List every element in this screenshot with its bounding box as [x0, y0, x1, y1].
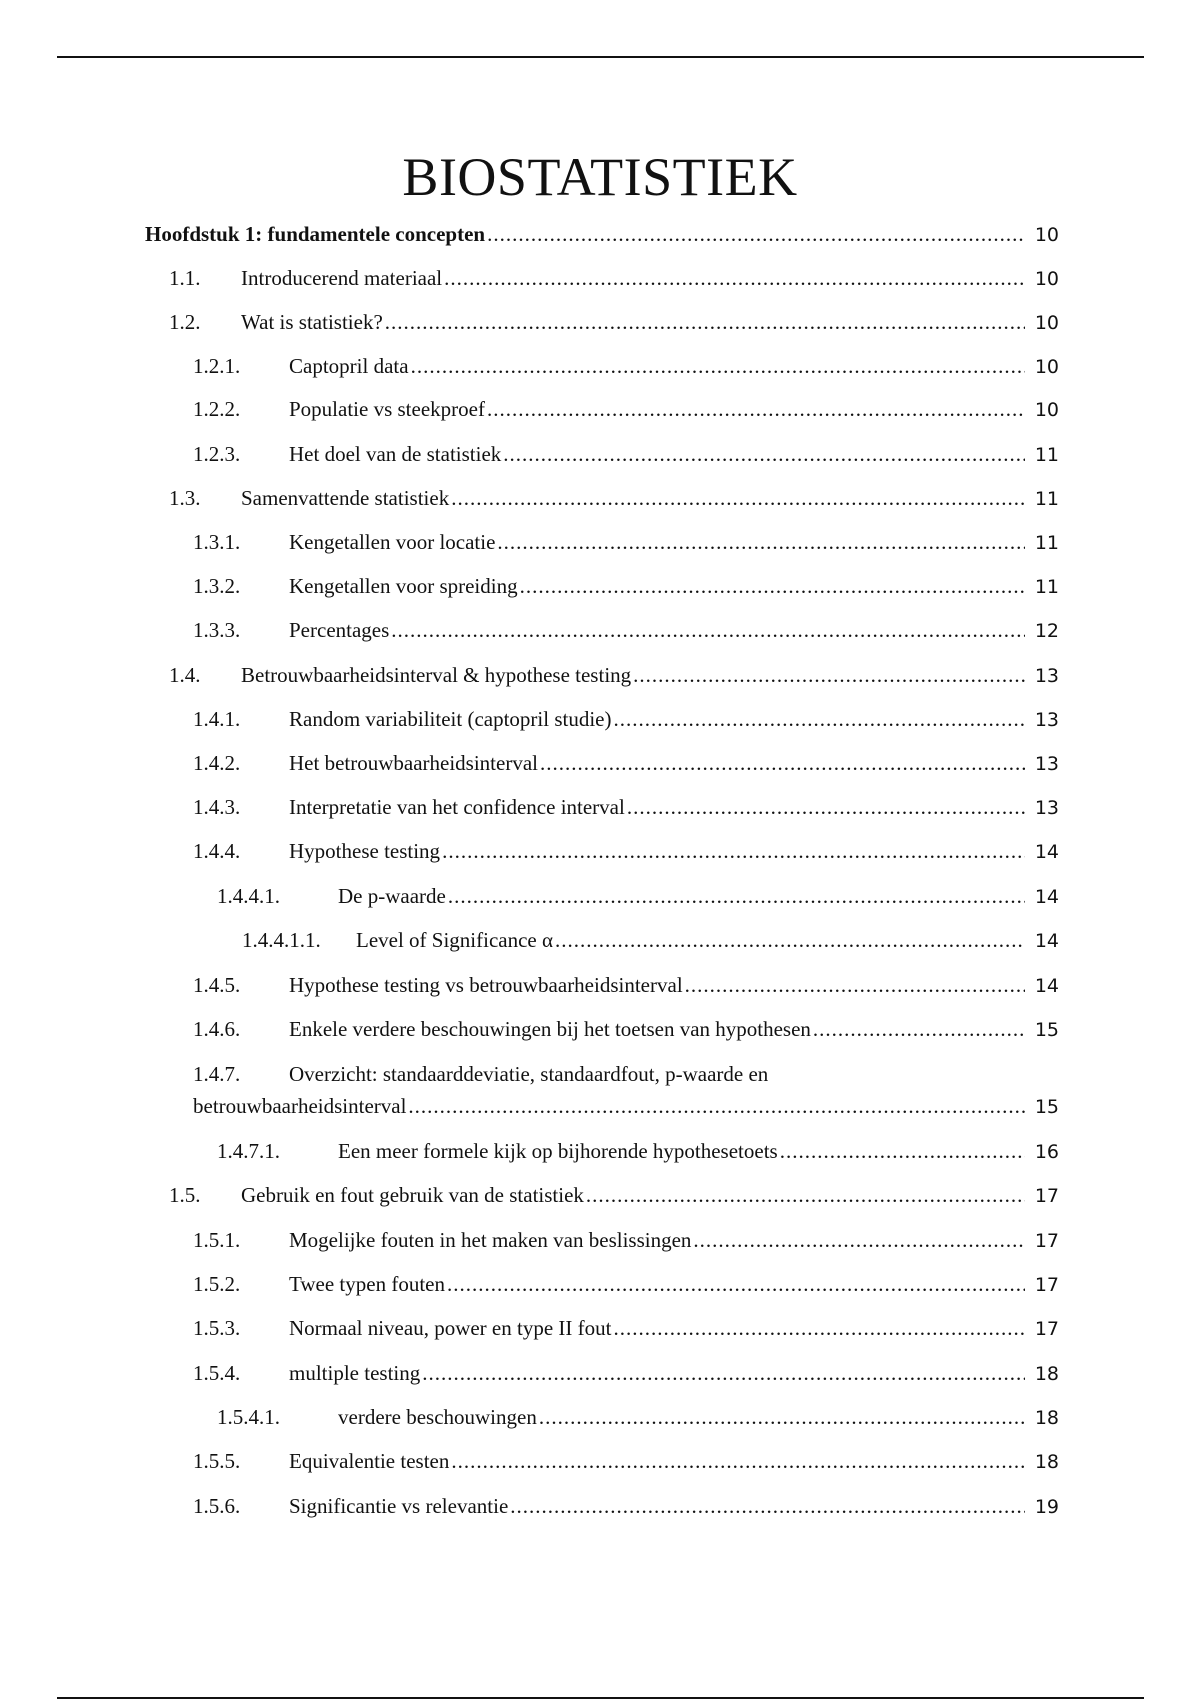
toc-entry-1-3-2[interactable]: [193, 572, 1059, 601]
toc-number: 1.3.2.: [193, 574, 241, 598]
toc-entry-1-2[interactable]: [169, 308, 1059, 337]
top-rule: [57, 56, 1144, 58]
toc-page: 13: [1034, 797, 1059, 819]
toc-entry-1-3-1[interactable]: [193, 528, 1059, 557]
toc-number: 1.5.2.: [193, 1272, 241, 1296]
toc-leader: [442, 837, 1025, 865]
toc-number: 1.4.2.: [193, 751, 241, 775]
toc-entry-1-4-7-line1[interactable]: [193, 1060, 768, 1088]
toc-number: 1.4.4.: [193, 839, 241, 863]
document-title: BIOSTATISTIEK: [402, 147, 798, 207]
toc-label: Enkele verdere beschouwingen bij het toetsen van hypothesen: [289, 1017, 811, 1041]
toc-page: 10: [1034, 399, 1059, 421]
toc-label: Gebruik en fout gebruik van de statistiek: [241, 1183, 584, 1207]
toc-page: 19: [1034, 1496, 1059, 1518]
toc-label: betrouwbaarheidsinterval: [193, 1094, 407, 1118]
toc-page: 11: [1034, 444, 1059, 466]
toc-leader: [451, 1447, 1025, 1475]
toc-number: 1.5.1.: [193, 1228, 241, 1252]
toc-label: Hoofdstuk 1: fundamentele concepten: [145, 222, 486, 246]
toc-number: 1.4.6.: [193, 1017, 241, 1041]
toc-page: 14: [1034, 975, 1059, 997]
toc-leader: [487, 395, 1025, 423]
toc-leader: [685, 971, 1025, 999]
toc-number: 1.4.5.: [193, 973, 241, 997]
toc-entry-1-4-7-line2[interactable]: [193, 1092, 1059, 1121]
toc-label: Het doel van de statistiek: [289, 442, 502, 466]
toc-label: Betrouwbaarheidsinterval & hypothese testing: [241, 663, 632, 687]
toc-leader: [813, 1015, 1025, 1043]
toc-leader: [780, 1137, 1025, 1165]
toc-entry-1-2-3[interactable]: [193, 440, 1059, 469]
toc-number: 1.4.4.1.1.: [242, 928, 321, 952]
toc-page: 13: [1034, 665, 1059, 687]
toc-number: 1.5.4.: [193, 1361, 241, 1385]
toc-entry-1-2-2[interactable]: [193, 395, 1059, 424]
toc-page: 10: [1034, 224, 1059, 246]
toc-entry-1-3-3[interactable]: [193, 616, 1059, 645]
toc-number: 1.5.: [169, 1183, 201, 1207]
toc-page: 14: [1034, 886, 1059, 908]
toc-label: Wat is statistiek?: [241, 310, 383, 334]
toc-number: 1.5.3.: [193, 1316, 241, 1340]
toc-label: Kengetallen voor spreiding: [289, 574, 518, 598]
toc-label: Mogelijke fouten in het maken van beslissingen: [289, 1228, 692, 1252]
toc-page: 15: [1034, 1096, 1059, 1118]
toc-page: 13: [1034, 709, 1059, 731]
toc-label: Een meer formele kijk op bijhorende hypothesetoets: [338, 1139, 778, 1163]
toc-leader: [614, 705, 1026, 733]
toc-page: 17: [1034, 1274, 1059, 1296]
toc-label: Captopril data: [289, 354, 409, 378]
toc-entry-1-4[interactable]: [169, 661, 1059, 690]
toc-label: Twee typen fouten: [289, 1272, 445, 1296]
toc-label: Interpretatie van het confidence interval: [289, 795, 625, 819]
toc-number: 1.2.3.: [193, 442, 241, 466]
toc-label: Normaal niveau, power en type II fout: [289, 1316, 612, 1340]
toc-page: 18: [1034, 1451, 1059, 1473]
toc-page: 13: [1034, 753, 1059, 775]
toc-leader: [411, 352, 1025, 380]
toc-entry-1-4-1[interactable]: [193, 705, 1059, 734]
toc-leader: [391, 616, 1025, 644]
toc-number: 1.4.7.1.: [217, 1139, 280, 1163]
toc-entry-1-2-1[interactable]: [193, 352, 1059, 381]
toc-number: 1.3.1.: [193, 530, 241, 554]
toc-entry-1-4-3[interactable]: [193, 793, 1059, 822]
toc-label: Hypothese testing: [289, 839, 441, 863]
toc-entry-1-4-5[interactable]: [193, 971, 1059, 1000]
toc-number: 1.5.5.: [193, 1449, 241, 1473]
toc-label: Significantie vs relevantie: [289, 1494, 509, 1518]
toc-number: 1.4.4.1.: [217, 884, 280, 908]
toc-leader: [693, 1226, 1025, 1254]
toc-number: 1.4.3.: [193, 795, 241, 819]
toc-page: 12: [1034, 620, 1059, 642]
toc-label: Random variabiliteit (captopril studie): [289, 707, 612, 731]
toc-leader: [385, 308, 1025, 336]
toc-number: 1.3.3.: [193, 618, 241, 642]
toc-page: 11: [1034, 576, 1059, 598]
toc-leader: [633, 661, 1025, 689]
toc-entry-1-5-2[interactable]: [193, 1270, 1059, 1299]
toc-leader: [586, 1181, 1025, 1209]
toc-entry-1-4-2[interactable]: [193, 749, 1059, 778]
toc-number: 1.2.1.: [193, 354, 241, 378]
toc-label: Kengetallen voor locatie: [289, 530, 496, 554]
toc-page: 16: [1034, 1141, 1059, 1163]
toc-leader: [510, 1492, 1025, 1520]
toc-label: verdere beschouwingen: [338, 1405, 537, 1429]
toc-leader: [487, 220, 1025, 248]
toc-leader: [497, 528, 1025, 556]
toc-leader: [539, 1403, 1025, 1431]
toc-number: 1.4.7.: [193, 1062, 241, 1086]
toc-page: 15: [1034, 1019, 1059, 1041]
toc-label: Populatie vs steekproef: [289, 397, 485, 421]
toc-entry-1-4-4-1[interactable]: [217, 882, 1059, 911]
toc-entry-1-4-4[interactable]: [193, 837, 1059, 866]
toc-entry-1-5-5[interactable]: [193, 1447, 1059, 1476]
toc-page: 18: [1034, 1363, 1059, 1385]
toc-entry-1-4-7-1[interactable]: [217, 1137, 1059, 1166]
toc-number: 1.4.1.: [193, 707, 241, 731]
toc-number: 1.4.: [169, 663, 201, 687]
toc-entry-1-5-4[interactable]: [193, 1359, 1059, 1388]
toc-entry-1-4-4-1-1[interactable]: [242, 926, 1059, 955]
toc-leader: [408, 1092, 1025, 1120]
toc-leader: [422, 1359, 1025, 1387]
toc-entry-chapter-1[interactable]: [145, 220, 1059, 249]
bottom-rule: [57, 1697, 1144, 1699]
toc-entry-1-5-1[interactable]: [193, 1226, 1059, 1255]
toc-leader: [448, 882, 1025, 910]
toc-leader: [613, 1314, 1025, 1342]
toc-leader: [520, 572, 1025, 600]
toc-entry-1-5-4-1[interactable]: [217, 1403, 1059, 1432]
toc-entry-1-4-6[interactable]: [193, 1015, 1059, 1044]
toc-entry-1-5-3[interactable]: [193, 1314, 1059, 1343]
toc-leader: [444, 264, 1025, 292]
toc-number: 1.3.: [169, 486, 201, 510]
toc-leader: [503, 440, 1025, 468]
toc-page: 10: [1034, 312, 1059, 334]
toc-number: 1.5.4.1.: [217, 1405, 280, 1429]
toc-leader: [555, 926, 1025, 954]
toc-entry-1-1[interactable]: [169, 264, 1059, 293]
toc-entry-1-5[interactable]: [169, 1181, 1059, 1210]
toc-number: 1.5.6.: [193, 1494, 241, 1518]
toc-leader: [627, 793, 1025, 821]
toc-page: 11: [1034, 532, 1059, 554]
toc-page: 10: [1034, 268, 1059, 290]
toc-leader: [451, 484, 1025, 512]
toc-label: De p-waarde: [338, 884, 446, 908]
toc-label: multiple testing: [289, 1361, 421, 1385]
toc-label: Overzicht: standaarddeviatie, standaardfout, p-waarde en: [289, 1062, 769, 1086]
toc-page: 10: [1034, 356, 1059, 378]
toc-page: 14: [1034, 930, 1059, 952]
toc-number: 1.1.: [169, 266, 201, 290]
toc-label: Het betrouwbaarheidsinterval: [289, 751, 538, 775]
toc-leader: [540, 749, 1025, 777]
toc-entry-1-3[interactable]: [169, 484, 1059, 513]
toc-page: 14: [1034, 841, 1059, 863]
toc-label: Hypothese testing vs betrouwbaarheidsinterval: [289, 973, 683, 997]
toc-number: 1.2.2.: [193, 397, 241, 421]
toc-page: 17: [1034, 1318, 1059, 1340]
toc-page: 11: [1034, 488, 1059, 510]
toc-label: Equivalentie testen: [289, 1449, 450, 1473]
toc-page: 18: [1034, 1407, 1059, 1429]
toc-leader: [447, 1270, 1025, 1298]
toc-label: Level of Significance α: [356, 928, 554, 952]
toc-label: Introducerend materiaal: [241, 266, 443, 290]
toc-number: 1.2.: [169, 310, 201, 334]
toc-entry-1-5-6[interactable]: [193, 1492, 1059, 1521]
toc-page: 17: [1034, 1185, 1059, 1207]
toc-label: Samenvattende statistiek: [241, 486, 450, 510]
toc-label: Percentages: [289, 618, 390, 642]
toc-page: 17: [1034, 1230, 1059, 1252]
